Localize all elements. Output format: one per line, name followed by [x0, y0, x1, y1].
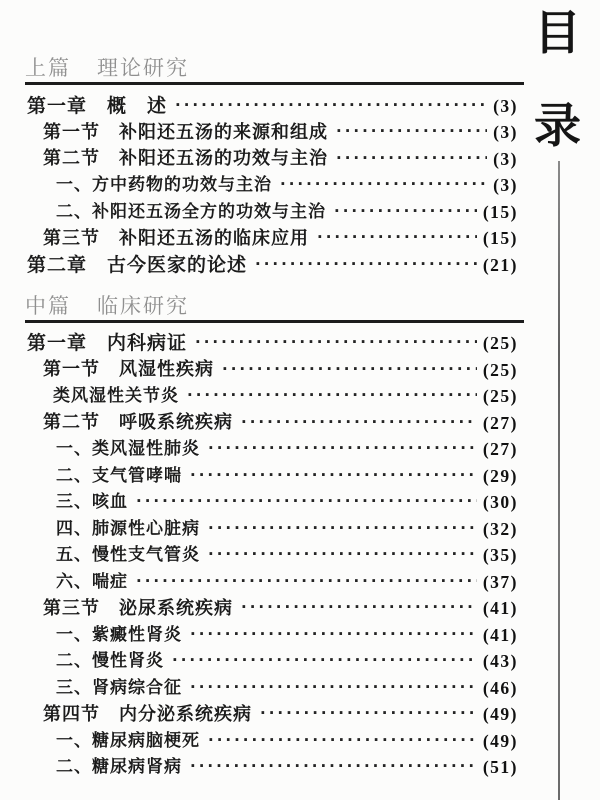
dot-leader — [190, 468, 477, 483]
part-title: 理论研究 — [97, 56, 189, 80]
toc-entry-page-number: (32) — [482, 518, 518, 539]
dot-leader — [195, 335, 477, 350]
part-header — [25, 293, 518, 317]
toc-entry-page-number: (41) — [482, 624, 518, 645]
toc-entry-page-number: (29) — [482, 465, 518, 486]
toc-entry-page-number: (37) — [482, 571, 518, 592]
toc-entry — [25, 596, 518, 623]
toc-entry-label: 第一章 内科病证 — [27, 332, 188, 355]
toc-entry — [25, 543, 518, 570]
toc-entry — [25, 569, 518, 596]
toc-entry-page-number: (41) — [482, 598, 518, 618]
toc-entry-page-number: (25) — [482, 333, 518, 353]
toc-entry-label: 第二节 呼吸系统疾病 — [43, 412, 233, 434]
toc-entries — [25, 331, 518, 782]
part-header — [25, 55, 518, 79]
toc-entries — [25, 93, 518, 279]
part-section-upper — [25, 55, 518, 279]
toc-entry-label: 四、肺源性心脏病 — [56, 518, 200, 539]
toc-entry-label: 一、紫癜性肾炎 — [56, 624, 182, 645]
toc-entry-label: 二、糖尿病肾病 — [56, 757, 182, 778]
toc-entry-page-number: (49) — [482, 704, 518, 724]
toc-entry-label: 三、咳血 — [56, 492, 128, 513]
toc-entry-label: 第三节 补阳还五汤的临床应用 — [43, 227, 309, 249]
dot-leader — [260, 706, 477, 721]
dot-leader — [336, 124, 487, 139]
dot-leader — [208, 733, 477, 748]
toc-entry-label: 类风湿性关节炎 — [53, 386, 179, 407]
toc-entry-page-number: (25) — [482, 386, 518, 406]
page-title-char-lu: 录 — [534, 99, 581, 154]
dot-leader — [187, 388, 477, 403]
toc-entry — [25, 120, 518, 147]
toc-entry-page-number: (30) — [482, 492, 518, 512]
toc-entry-page-number: (15) — [482, 228, 518, 248]
toc-entry-page-number: (21) — [482, 254, 518, 275]
toc-entry-label: 一、糖尿病脑梗死 — [56, 730, 200, 751]
toc-entry-page-number: (3) — [493, 175, 518, 195]
toc-entry-label: 第二章 古今医家的论述 — [27, 253, 248, 276]
page-title-vertical — [534, 6, 581, 154]
toc-entry-page-number: (46) — [482, 677, 518, 698]
dot-leader — [136, 574, 477, 589]
toc-entry — [25, 331, 518, 358]
toc-entry-label: 五、慢性支气管炎 — [56, 545, 200, 566]
part-label: 上篇 — [25, 56, 71, 80]
dot-leader — [136, 494, 477, 509]
toc-entry-label: 第四节 内分泌系统疾病 — [43, 703, 252, 725]
dot-leader — [317, 230, 477, 245]
dot-leader — [190, 627, 477, 642]
toc-entry-page-number: (51) — [482, 757, 518, 777]
toc-entry — [25, 199, 518, 226]
toc-entry-label: 第一节 风湿性疾病 — [43, 359, 214, 381]
toc-entry-page-number: (35) — [482, 545, 518, 565]
toc-entry — [25, 516, 518, 543]
dot-leader — [280, 177, 487, 192]
toc-entry-page-number: (27) — [482, 439, 518, 459]
dot-leader — [172, 653, 477, 668]
part-title: 临床研究 — [97, 293, 189, 318]
dot-leader — [241, 415, 477, 430]
toc-entry-page-number: (3) — [493, 122, 518, 142]
toc-entry — [25, 437, 518, 464]
toc-entry-label: 第一节 补阳还五汤的来源和组成 — [43, 121, 328, 143]
toc-entry-label: 二、补阳还五汤全方的功效与主治 — [56, 201, 326, 222]
toc-entry-page-number: (49) — [482, 730, 518, 751]
dot-leader — [208, 547, 477, 562]
toc-entry-page-number: (3) — [493, 95, 518, 116]
dot-leader — [208, 441, 477, 456]
toc-entry-page-number: (3) — [493, 148, 518, 169]
toc-entry — [25, 622, 518, 649]
toc-entry-label: 第二节 补阳还五汤的功效与主治 — [43, 148, 328, 170]
part-header-rule — [25, 82, 524, 85]
part-section-middle — [25, 293, 518, 782]
toc-content — [25, 55, 518, 781]
toc-entry — [25, 357, 518, 384]
page-title-char-mu: 目 — [534, 6, 581, 61]
toc-entry — [25, 173, 518, 200]
toc-entry-label: 二、慢性肾炎 — [56, 651, 164, 672]
dot-leader — [175, 98, 487, 113]
toc-entry-page-number: (25) — [482, 359, 518, 380]
toc-entry — [25, 93, 518, 120]
toc-entry-label: 第三节 泌尿系统疾病 — [43, 597, 233, 619]
dot-leader — [334, 204, 477, 219]
toc-entry-label: 二、支气管哮喘 — [56, 465, 182, 486]
toc-entry-label: 第一章 概 述 — [27, 94, 168, 117]
toc-entry-label: 三、肾病综合征 — [56, 677, 182, 698]
toc-entry — [25, 675, 518, 702]
toc-entry — [25, 146, 518, 173]
dot-leader — [190, 759, 477, 774]
toc-entry — [25, 490, 518, 517]
dot-leader — [190, 680, 477, 695]
toc-entry — [25, 252, 518, 279]
toc-entry — [25, 649, 518, 676]
dot-leader — [336, 151, 487, 166]
toc-entry — [25, 384, 518, 411]
toc-entry — [25, 755, 518, 782]
right-margin-column — [528, 0, 600, 800]
toc-entry — [25, 728, 518, 755]
toc-entry-label: 一、类风湿性肺炎 — [56, 439, 200, 460]
toc-entry — [25, 226, 518, 253]
toc-entry-page-number: (15) — [482, 201, 518, 222]
dot-leader — [208, 521, 477, 536]
dot-leader — [241, 600, 477, 615]
part-label: 中篇 — [25, 293, 71, 318]
toc-entry-page-number: (43) — [482, 651, 518, 671]
toc-entry-page-number: (27) — [482, 412, 518, 433]
part-header-rule — [25, 320, 524, 323]
toc-entry — [25, 410, 518, 437]
toc-entry — [25, 702, 518, 729]
toc-entry-label: 六、喘症 — [56, 571, 128, 592]
dot-leader — [222, 362, 477, 377]
toc-entry — [25, 463, 518, 490]
dot-leader — [255, 257, 477, 272]
toc-entry-label: 一、方中药物的功效与主治 — [56, 175, 272, 196]
vertical-divider-rule — [558, 161, 560, 800]
